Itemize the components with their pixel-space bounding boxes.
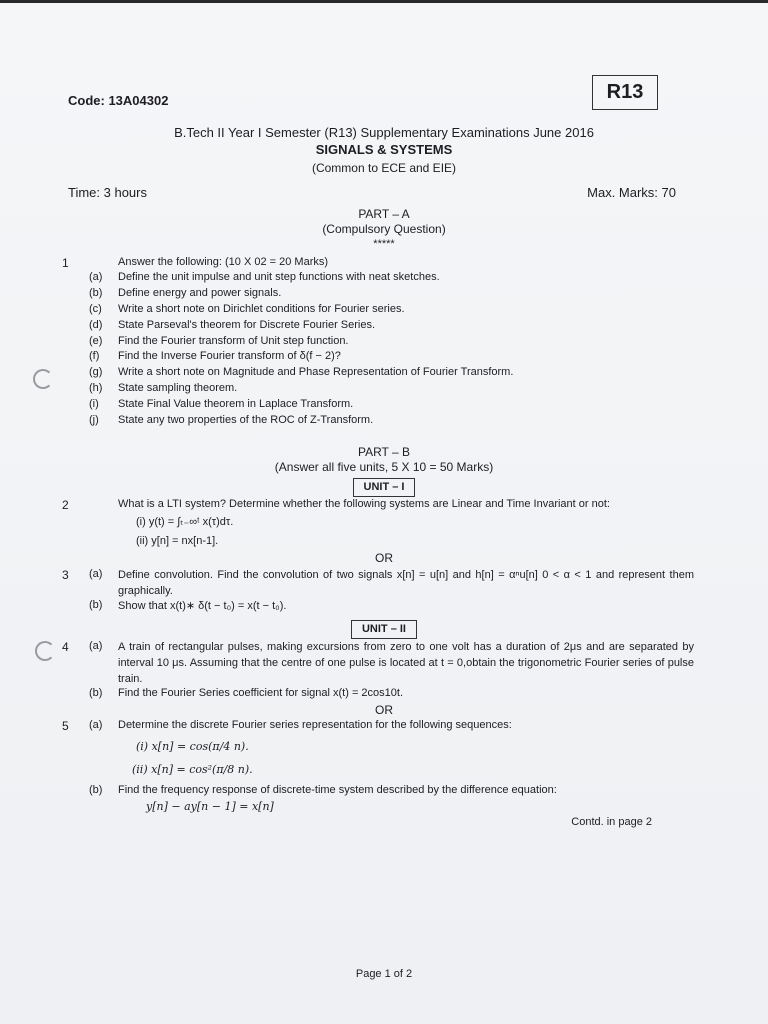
item-text: Write a short note on Dirichlet conditions for Fourier series. [118,303,405,315]
q3a-text: Define convolution. Find the convolution of two signals x[n] = u[n] and h[n] = αⁿu[n] 0 < α < 1 and represent them graphically. [118,569,694,597]
or-separator: OR [375,703,393,717]
part-b-heading: PART – B [357,445,411,459]
item-label: (c) [89,303,102,315]
max-marks-label: Max. Marks: 70 [587,185,676,200]
item-text: State Final Value theorem in Laplace Transform. [118,398,354,410]
time-label: Time: 3 hours [68,185,147,200]
equation: y[n] − ay[n − 1] = x[n] [146,800,274,813]
item-text: State sampling theorem. [118,382,238,394]
subject-title: SIGNALS & SYSTEMS [315,142,453,157]
part-a-heading: PART – A [358,207,410,221]
question-subpart: (ii) y[n] = nx[n-1]. [136,535,219,547]
question-subpart: (i) y(t) = ∫ₜ₋∞ᵗ x(τ)dτ. [136,516,234,528]
question-text [118,639,694,687]
or-separator: OR [375,551,393,565]
q4a-text: A train of rectangular pulses, making excursions from zero to one volt has a duration of 2μs and are separated by interval 10 μs. Assuming that the centre of one pulse is located at t = 0,obtain the trigonometric Fourier series of pulse train. [118,641,694,685]
unit-2-box: UNIT – II [351,620,417,639]
question-text: Determine the discrete Fourier series representation for the following sequences: [118,719,512,731]
item-label: (a) [89,640,103,652]
question-number: 3 [62,568,69,582]
item-label: (f) [89,350,100,362]
item-label: (b) [89,287,103,299]
paper-code: Code: 13A04302 [68,93,169,108]
item-label: (e) [89,335,103,347]
item-label: (a) [89,271,103,283]
question-number: 4 [62,640,69,654]
regulation-box: R13 [592,75,658,110]
continued-note: Contd. in page 2 [571,816,652,828]
question-text [118,567,694,599]
question-number: 2 [62,498,69,512]
part-a-subheading: (Compulsory Question) [322,222,446,236]
item-label: (a) [89,719,103,731]
item-label: (h) [89,382,103,394]
scan-top-edge [0,0,768,3]
question-subpart: (i) x[n] = cos(π/4 n). [136,740,249,753]
question-text: What is a LTI system? Determine whether the following systems are Linear and Time Invariant or not: [118,498,610,510]
question-text: Find the frequency response of discrete-time system described by the difference equation: [118,784,557,796]
item-label: (a) [89,568,103,580]
item-label: (g) [89,366,103,378]
question-text: Find the Fourier Series coefficient for signal x(t) = 2cos10t. [118,687,404,699]
item-text: Define energy and power signals. [118,287,282,299]
item-label: (d) [89,319,103,331]
common-note: (Common to ECE and EIE) [311,161,457,175]
punch-hole-mark [33,369,53,389]
item-text: Define the unit impulse and unit step functions with neat sketches. [118,271,440,283]
item-text: Find the Fourier transform of Unit step function. [118,335,349,347]
unit-1-heading [0,477,768,497]
page-number: Page 1 of 2 [355,968,413,980]
part-a-stars: ***** [373,238,395,250]
question-number: 5 [62,719,69,733]
part-b-subheading: (Answer all five units, 5 X 10 = 50 Marks) [274,460,494,474]
item-label: (b) [89,784,103,796]
punch-hole-mark [35,641,55,661]
item-text: Find the Inverse Fourier transform of δ(f − 2)? [118,350,341,362]
exam-title: B.Tech II Year I Semester (R13) Supplementary Examinations June 2016 [174,125,594,140]
item-text: Write a short note on Magnitude and Phase Representation of Fourier Transform. [118,366,514,378]
unit-1-box: UNIT – I [353,478,416,497]
question-instruction: Answer the following: (10 X 02 = 20 Marks) [118,256,329,268]
item-text: State Parseval's theorem for Discrete Fourier Series. [118,319,376,331]
item-text: State any two properties of the ROC of Z-Transform. [118,414,374,426]
item-label: (i) [89,398,99,410]
item-label: (j) [89,414,99,426]
question-subpart: (ii) x[n] = cos²(π/8 n). [132,763,253,776]
item-label: (b) [89,687,103,699]
item-label: (b) [89,599,103,611]
unit-2-heading [0,619,768,639]
question-number: 1 [62,256,69,270]
question-text: Show that x(t)∗ δ(t − t₀) = x(t − t₀). [118,600,287,612]
